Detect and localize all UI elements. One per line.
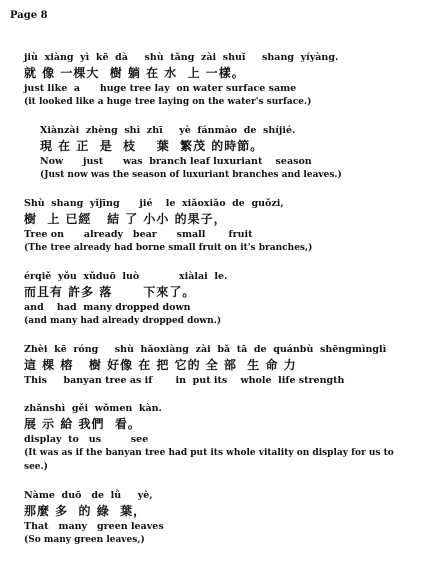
- pinyin-line: Nàme duō de lǜ yè,: [24, 490, 153, 501]
- gloss-line: That many green leaves: [24, 521, 164, 532]
- translation-line: (The tree already had borne small fruit on it's branches,): [24, 243, 313, 253]
- translation-line: (It was as if the banyan tree had put its whole vitality on display for us to: [24, 448, 394, 458]
- translation-line-continued: see.): [24, 462, 48, 472]
- pinyin-line: Xiànzài zhèng shì zhī yè fánmào de shíjié.: [40, 125, 296, 136]
- page-number: Page 8: [10, 10, 48, 21]
- pinyin-line: Zhèi kē róng shù hǎoxiàng zài bǎ tā de quánbù shēngmìnglì: [24, 344, 387, 355]
- gloss-line: display to us see: [24, 434, 149, 445]
- hanzi-line: 而且有 許多 落 下來了。: [24, 285, 196, 299]
- pinyin-line: érqiě yǒu xǔduō luò xiàlai le.: [24, 271, 228, 282]
- gloss-line: just like a huge tree lay on water surface same: [24, 83, 297, 94]
- hanzi-line: 這 棵 榕 樹 好像 在 把 它的 全 部 生 命 力: [24, 358, 297, 372]
- hanzi-line: 現 在 正 是 枝 葉 繁茂 的時節。: [40, 139, 264, 153]
- translation-line: (and many had already dropped down.): [24, 316, 222, 326]
- gloss-line: Now just was branch leaf luxuriant season: [40, 156, 312, 167]
- hanzi-line: 就 像 一棵大 樹 躺 在 水 上 一樣。: [24, 66, 245, 80]
- gloss-line: and had many dropped down: [24, 302, 191, 313]
- hanzi-line: 樹 上 已經 結 了 小小 的果子，: [24, 212, 227, 226]
- gloss-line: This banyan tree as if in put its whole life strength: [24, 375, 345, 386]
- hanzi-line: 展 示 給 我們 看。: [24, 417, 141, 431]
- hanzi-line: 那麼 多 的 綠 葉，: [24, 504, 147, 518]
- gloss-line: Tree on already bear small fruit: [24, 229, 253, 240]
- translation-line: (So many green leaves,): [24, 535, 145, 545]
- pinyin-line: zhǎnshì gěi wǒmen kàn.: [24, 403, 162, 414]
- pinyin-line: jiù xiàng yì kē dà shù tǎng zài shuǐ shang yíyàng.: [24, 52, 339, 63]
- translation-line: (it looked like a huge tree laying on the water's surface.): [24, 97, 312, 107]
- translation-line: (Just now was the season of luxuriant branches and leaves.): [40, 170, 342, 180]
- pinyin-line: Shù shang yǐjīng jié le xiǎoxiǎo de guǒzi,: [24, 198, 284, 209]
